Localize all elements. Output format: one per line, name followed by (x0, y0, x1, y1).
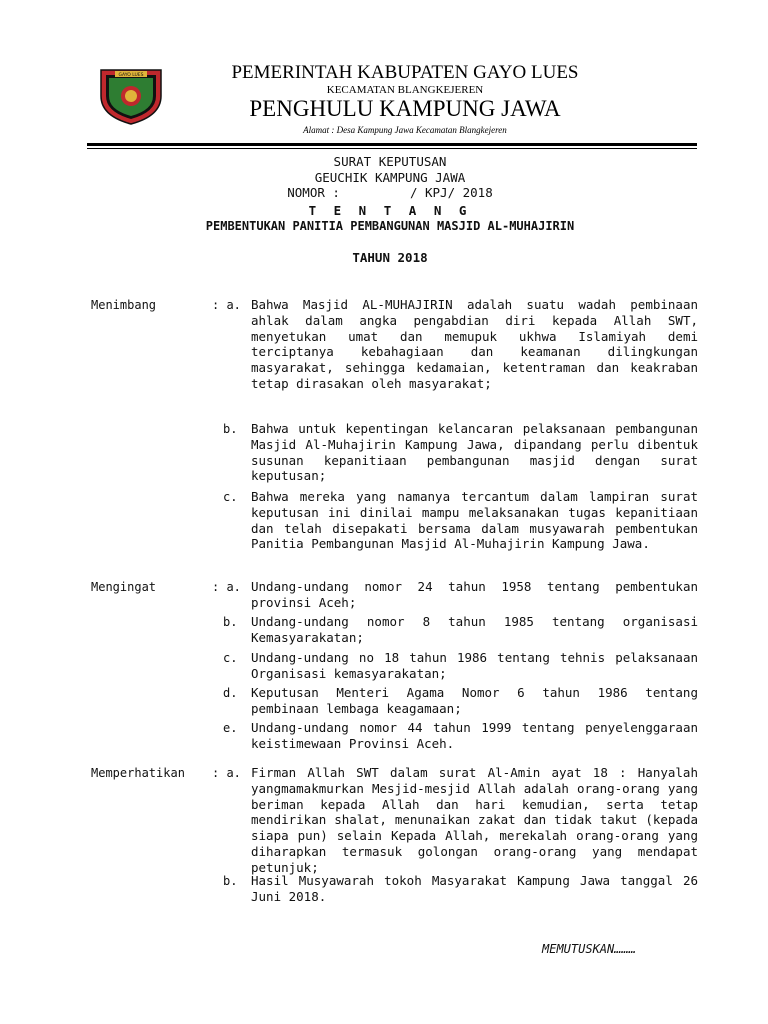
regency-logo-icon (95, 60, 167, 126)
item-marker: c. (223, 651, 238, 665)
mengingat-item-e: Undang-undang nomor 44 tahun 1999 tentang penyelenggaraan keistimewaan Provinsi Aceh. (251, 720, 698, 751)
memperhatikan-item-b: Hasil Musyawarah tokoh Masyarakat Kampung Jawa tanggal 26 Juni 2018. (251, 873, 698, 904)
menimbang-item-c: Bahwa mereka yang namanya tercantum dalam lampiran surat keputusan ini dinilai mampu melaksanakan tugas kepanitiaan dan telah disepakati bersama dalam musyawarah pembentukan Panitia Pembangunan Masjid Al-Muhajirin Kampung Jawa. (251, 489, 698, 552)
letterhead-divider (87, 143, 697, 146)
number-label: NOMOR : (287, 185, 340, 200)
item-marker: : a. (212, 298, 241, 312)
section-label-mengingat: Mengingat (91, 580, 157, 594)
item-marker: : a. (212, 580, 241, 594)
mengingat-item-b: Undang-undang nomor 8 tahun 1985 tentang organisasi Kemasyarakatan; (251, 614, 698, 645)
letterhead-address: Alamat : Desa Kampung Jawa Kecamatan Blangkejeren (303, 125, 507, 135)
number-value: / KPJ/ 2018 (409, 185, 493, 200)
memperhatikan-item-a: Firman Allah SWT dalam surat Al-Amin ayat 18 : Hanyalah yangmamakmurkan Mesjid-mesjid Allah adalah orang-orang yang beriman kepada Allah dan hari kemudian, serta tetap mendirikan shalat, menunaikan zakat dan tidak takut (kepada siapa pun) selain Kepada Allah, merekalah orang-orang yang diharapkan termasuk golongan orang-orang yang mendapat petunjuk; (251, 765, 698, 875)
section-label-menimbang: Menimbang (91, 298, 157, 312)
section-label-memperhatikan: Memperhatikan (91, 766, 185, 780)
item-marker: b. (223, 615, 238, 629)
letterhead-government: PEMERINTAH KABUPATEN GAYO LUES (231, 62, 579, 83)
decree-title: SURAT KEPUTUSAN (333, 154, 447, 169)
mengingat-item-c: Undang-undang no 18 tahun 1986 tentang tehnis pelaksanaan Organisasi kemasyarakatan; (251, 650, 698, 681)
item-marker: b. (223, 874, 238, 888)
decree-year: TAHUN 2018 (352, 250, 428, 265)
item-marker: b. (223, 422, 238, 436)
menimbang-item-a: Bahwa Masjid AL-MUHAJIRIN adalah suatu wadah pembinaan ahlak dalam angka pengabdian diri kepada Allah SWT, menyetukan umat dan memupuk ukhwa Islamiyah demi terciptanya kebahagiaan dan keamanan dilingkungan masyarakat, sehingga kedamaian, ketentraman dan keakraban tetap dirasakan oleh masyarakat; (251, 297, 698, 391)
item-marker: c. (223, 490, 238, 504)
item-marker: : a. (212, 766, 241, 780)
mengingat-item-d: Keputusan Menteri Agama Nomor 6 tahun 1986 tentang pembinaan lembaga keagamaan; (251, 685, 698, 716)
decree-number (80, 185, 700, 200)
item-marker: d. (223, 686, 238, 700)
item-marker: e. (223, 721, 238, 735)
mengingat-item-a: Undang-undang nomor 24 tahun 1958 tentang pembentukan provinsi Aceh; (251, 579, 698, 610)
letterhead-district: KECAMATAN BLANGKEJEREN (326, 84, 484, 96)
decision-heading: MEMUTUSKAN……… (542, 942, 636, 956)
decree-subject: PEMBENTUKAN PANITIA PEMBANGUNAN MASJID AL-MUHAJIRIN (205, 219, 575, 233)
letterhead-divider-thin (87, 148, 697, 149)
decree-about: T E N T A N G (308, 203, 472, 218)
letterhead-office: PENGHULU KAMPUNG JAWA (249, 96, 561, 121)
menimbang-item-b: Bahwa untuk kepentingan kelancaran pelaksanaan pembangunan Masjid Al-Muhajirin Kampung Jawa, dipandang perlu dibentuk susunan kepanitiaan pembangunan masjid dengan surat keputusan; (251, 421, 698, 484)
logo-text: GAYO LUES (118, 73, 144, 78)
decree-issuer: GEUCHIK KAMPUNG JAWA (314, 170, 466, 185)
